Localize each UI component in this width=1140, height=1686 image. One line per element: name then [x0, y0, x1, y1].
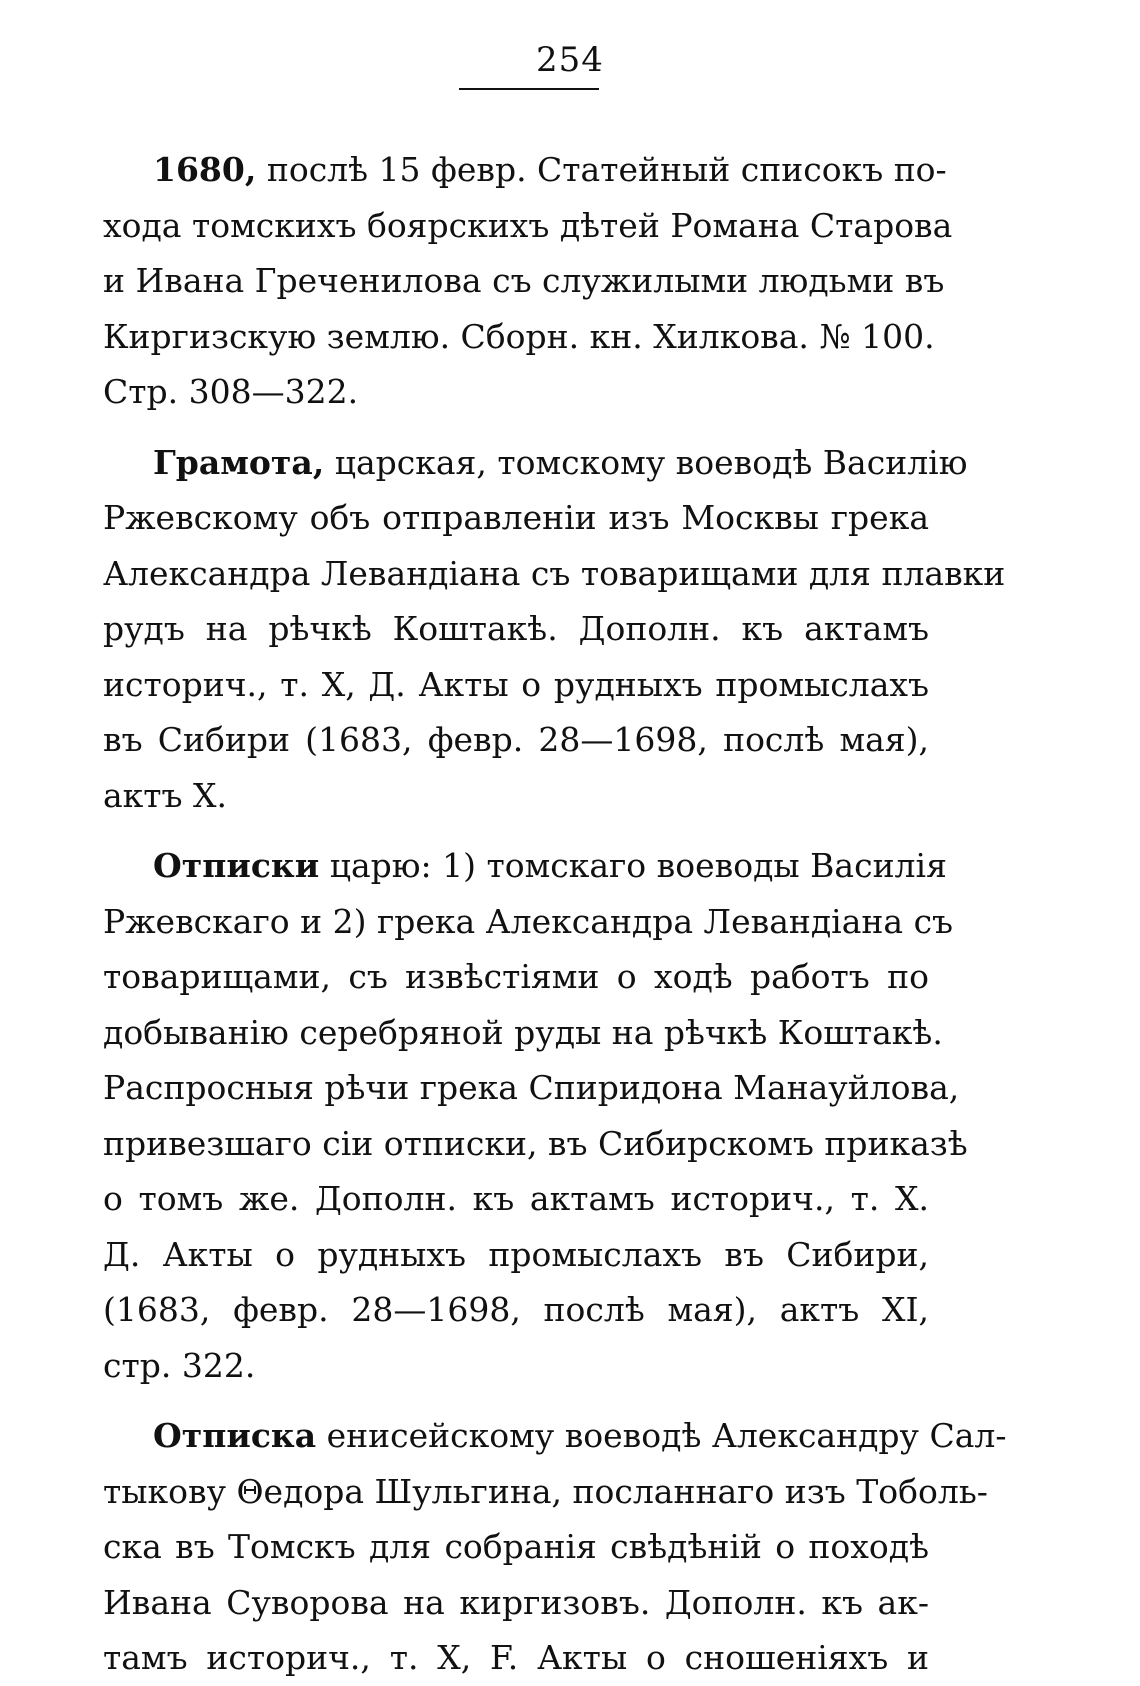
- text-line: Д. Акты о рудныхъ промыслахъ въ Сибири,: [103, 1234, 929, 1274]
- text-line: актъ X.: [103, 775, 228, 815]
- entry-gramota: [103, 435, 1006, 824]
- page-number: 254: [536, 40, 604, 80]
- text-line: тамъ историч., т. X, F. Акты о сношеніяхъ и: [103, 1638, 929, 1677]
- text-line: товарищами, съ извѣстіями о ходѣ работъ по: [103, 957, 929, 996]
- text-line: Ивана Суворова на киргизовъ. Дополн. къ ак-: [103, 1582, 929, 1622]
- text-line: Ржевскаго и 2) грека Александра Левандіана съ: [103, 901, 954, 941]
- text-line: Отписка енисейскому воеводѣ Александру Сал-: [153, 1416, 1007, 1455]
- text-line: о томъ же. Дополн. къ актамъ историч., т. X.: [103, 1179, 929, 1218]
- text-line: 1680, послѣ 15 февр. Статейный списокъ по-: [153, 150, 947, 189]
- text-line: добыванію серебряной руды на рѣчкѣ Коштакѣ.: [103, 1012, 943, 1052]
- text-line: Грамота, царская, томскому воеводѣ Василію: [153, 442, 968, 482]
- text-line: рудъ на рѣчкѣ Коштакѣ. Дополн. къ актамъ: [103, 609, 929, 648]
- text-line: Распросныя рѣчи грека Спиридона Манауйлова,: [103, 1068, 960, 1107]
- text-line: въ Сибири (1683, февр. 28—1698, послѣ мая),: [103, 720, 929, 759]
- text-line: привезшаго сіи отписки, въ Сибирскомъ приказѣ: [103, 1123, 968, 1163]
- text-line: и Ивана Греченилова съ служилыми людьми въ: [103, 261, 945, 300]
- entry-otpiski: [103, 838, 968, 1393]
- text-line: ска въ Томскъ для собранія свѣдѣній о походѣ: [103, 1527, 929, 1566]
- text-line: историч., т. X, Д. Акты о рудныхъ промыслахъ: [103, 664, 929, 704]
- text-line: Александра Левандіана съ товарищами для плавки: [103, 553, 1006, 593]
- text-line: хода томскихъ боярскихъ дѣтей Романа Старова: [103, 205, 953, 245]
- text-line: стр. 322.: [103, 1345, 256, 1385]
- text-line: Отписки царю: 1) томскаго воеводы Василія: [153, 846, 947, 885]
- page-number-rule: [459, 88, 599, 90]
- text-line: (1683, февр. 28—1698, послѣ мая), актъ XI,: [103, 1290, 929, 1329]
- document-body: [103, 142, 1007, 1686]
- text-line: тыкову Θедора Шульгина, посланнаго изъ Тоболь-: [103, 1471, 988, 1511]
- text-line: Киргизскую землю. Сборн. кн. Хилкова. № 100.: [103, 316, 935, 356]
- entry-1680-statement: [103, 142, 953, 420]
- text-line: Ржевскому объ отправленіи изъ Москвы грека: [103, 498, 929, 537]
- text-line: Стр. 308—322.: [103, 372, 359, 411]
- entry-otpiska: [103, 1408, 1007, 1686]
